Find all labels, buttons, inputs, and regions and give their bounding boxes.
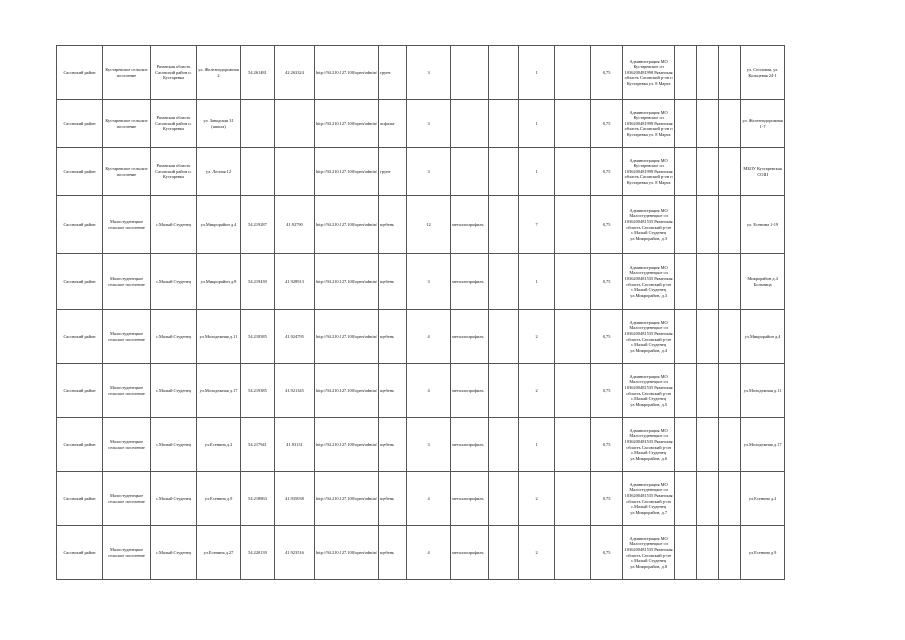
volume-cell: 0,75 bbox=[591, 46, 623, 100]
locality-cell: Рязанская область Сасовский район п. Кустаревка bbox=[151, 100, 197, 148]
cover-cell: металлопрофиль bbox=[451, 364, 489, 418]
sources-cell: ул.Молодежная д.17 bbox=[741, 418, 785, 472]
empty-cell bbox=[489, 526, 519, 580]
owner-cell: Администрация МО Малостуденецкое сп 1036200481535 Рязанская область Сасовский р-он с.Малый Студенец ул.Микрорайон, д.3 bbox=[623, 196, 675, 254]
empty-cell bbox=[697, 418, 719, 472]
containers-cell: 2 bbox=[519, 364, 555, 418]
longitude-cell: 41.924795 bbox=[275, 310, 315, 364]
street-cell: ул.Микрорайон д.8 bbox=[197, 254, 241, 310]
settlement-cell: Кустаревское сельское поселение bbox=[103, 100, 151, 148]
surface-cell: щебень bbox=[379, 196, 407, 254]
district-cell: Сасовский район bbox=[57, 526, 103, 580]
district-cell: Сасовский район bbox=[57, 196, 103, 254]
empty-cell bbox=[555, 418, 591, 472]
empty-cell bbox=[697, 254, 719, 310]
owner-cell: Администрация МО Кустаревское сп 1036200481998 Рязанская область Сасовский р-он п Кустаревка ул. 8 Марта bbox=[623, 100, 675, 148]
empty-cell bbox=[555, 364, 591, 418]
empty-cell bbox=[719, 254, 741, 310]
empty-cell bbox=[697, 196, 719, 254]
empty-cell bbox=[489, 418, 519, 472]
sources-cell: ул.Молодежная д.11 bbox=[741, 364, 785, 418]
empty-cell bbox=[489, 196, 519, 254]
empty-cell bbox=[555, 526, 591, 580]
settlement-cell: Кустаревское сельское поселение bbox=[103, 46, 151, 100]
link-cell: http://94.210.127.100/open/admin/ bbox=[315, 418, 379, 472]
empty-cell bbox=[697, 472, 719, 526]
empty-cell bbox=[697, 310, 719, 364]
containers-cell: 1 bbox=[519, 100, 555, 148]
surface-cell: щебень bbox=[379, 364, 407, 418]
empty-cell bbox=[489, 472, 519, 526]
containers-cell: 1 bbox=[519, 418, 555, 472]
area-cell: 4 bbox=[407, 364, 451, 418]
district-cell: Сасовский район bbox=[57, 100, 103, 148]
longitude-cell: 42.263324 bbox=[275, 46, 315, 100]
owner-cell: Администрация МО Малостуденецкое сп 1036200481535 Рязанская область Сасовский р-он с.Малый Студенец ул.Микрорайон, д.7 bbox=[623, 472, 675, 526]
surface-cell: щебень bbox=[379, 526, 407, 580]
district-cell: Сасовский район bbox=[57, 472, 103, 526]
locality-cell: Рязанская область Сасовский район п. Кустаревка bbox=[151, 148, 197, 196]
owner-cell: Администрация МО Малостуденецкое сп 1036200481535 Рязанская область Сасовский р-он с.Малый Студенец ул.Микрорайон, д.3 bbox=[623, 254, 675, 310]
cover-cell bbox=[451, 100, 489, 148]
area-cell: 3 bbox=[407, 46, 451, 100]
latitude-cell: 54.218385 bbox=[241, 310, 275, 364]
empty-cell bbox=[675, 418, 697, 472]
empty-cell bbox=[719, 418, 741, 472]
empty-cell bbox=[675, 148, 697, 196]
area-cell: 4 bbox=[407, 526, 451, 580]
surface-cell: асфальт bbox=[379, 100, 407, 148]
table-row bbox=[57, 100, 785, 148]
volume-cell: 0,75 bbox=[591, 254, 623, 310]
latitude-cell: 54.219439 bbox=[241, 254, 275, 310]
latitude-cell: 54.217941 bbox=[241, 418, 275, 472]
cover-cell: металлопрофиль bbox=[451, 472, 489, 526]
owner-cell: Администрация МО Малостуденецкое сп 1036200481535 Рязанская область Сасовский р-он с.Малый Студенец ул.Микрорайон, д.5 bbox=[623, 364, 675, 418]
empty-cell bbox=[719, 364, 741, 418]
empty-cell bbox=[489, 310, 519, 364]
longitude-cell bbox=[275, 100, 315, 148]
empty-cell bbox=[719, 100, 741, 148]
street-cell: ул. Лесная 12 bbox=[197, 148, 241, 196]
empty-cell bbox=[675, 46, 697, 100]
area-cell: 3 bbox=[407, 254, 451, 310]
table-row bbox=[57, 472, 785, 526]
containers-cell: 1 bbox=[519, 254, 555, 310]
sources-cell: ул. Железнодорожная 1-7 bbox=[741, 100, 785, 148]
longitude-cell: 41.923516 bbox=[275, 526, 315, 580]
table-row bbox=[57, 310, 785, 364]
volume-cell: 0,75 bbox=[591, 196, 623, 254]
area-cell: 3 bbox=[407, 148, 451, 196]
latitude-cell: 54.219385 bbox=[241, 364, 275, 418]
area-cell: 3 bbox=[407, 418, 451, 472]
locality-cell: с.Малый Студенец bbox=[151, 418, 197, 472]
street-cell: ул. Железнодорожная 2 bbox=[197, 46, 241, 100]
settlement-cell: Малостуденецкое сельское поселение bbox=[103, 364, 151, 418]
area-cell: 4 bbox=[407, 310, 451, 364]
owner-cell: Администрация МО Кустаревское сп 1036200481998 Рязанская область Сасовский р-он п Кустаревка ул. 8 Марта bbox=[623, 148, 675, 196]
empty-cell bbox=[555, 196, 591, 254]
cover-cell: металлопрофиль bbox=[451, 418, 489, 472]
settlement-cell: Малостуденецкое сельское поселение bbox=[103, 254, 151, 310]
empty-cell bbox=[555, 472, 591, 526]
volume-cell: 0,75 bbox=[591, 148, 623, 196]
empty-cell bbox=[675, 364, 697, 418]
empty-cell bbox=[675, 310, 697, 364]
volume-cell: 0,75 bbox=[591, 100, 623, 148]
waste-sites-table bbox=[56, 45, 785, 580]
empty-cell bbox=[675, 196, 697, 254]
table-row bbox=[57, 418, 785, 472]
locality-cell: Рязанская область Сасовский район п. Кустаревка bbox=[151, 46, 197, 100]
sources-cell: ул.Есенина д.2 bbox=[741, 472, 785, 526]
empty-cell bbox=[719, 526, 741, 580]
street-cell: ул.Молодежная д.11 bbox=[197, 310, 241, 364]
containers-cell: 2 bbox=[519, 526, 555, 580]
link-cell: http://94.210.127.100/open/admin/ bbox=[315, 364, 379, 418]
containers-cell: 1 bbox=[519, 46, 555, 100]
cover-cell: металлопрофиль bbox=[451, 196, 489, 254]
empty-cell bbox=[697, 148, 719, 196]
locality-cell: с.Малый Студенец bbox=[151, 472, 197, 526]
cover-cell: металлопрофиль bbox=[451, 526, 489, 580]
street-cell: ул.Микрорайон д.4 bbox=[197, 196, 241, 254]
surface-cell: грунт bbox=[379, 148, 407, 196]
containers-cell: 2 bbox=[519, 310, 555, 364]
sources-cell: МБОУ Кустаревская СОШ bbox=[741, 148, 785, 196]
table-row bbox=[57, 526, 785, 580]
cover-cell bbox=[451, 46, 489, 100]
empty-cell bbox=[675, 100, 697, 148]
longitude-cell: 41.93131 bbox=[275, 418, 315, 472]
empty-cell bbox=[719, 472, 741, 526]
empty-cell bbox=[555, 310, 591, 364]
longitude-cell: 41.935038 bbox=[275, 472, 315, 526]
longitude-cell: 41.928913 bbox=[275, 254, 315, 310]
sources-cell: Микрорайон д.4 Больница bbox=[741, 254, 785, 310]
latitude-cell bbox=[241, 100, 275, 148]
street-cell: ул.Молодежная д.17 bbox=[197, 364, 241, 418]
link-cell: http://94.210.127.100/open/admin/ bbox=[315, 472, 379, 526]
cover-cell: металлопрофиль bbox=[451, 254, 489, 310]
settlement-cell: Малостуденецкое сельское поселение bbox=[103, 196, 151, 254]
empty-cell bbox=[555, 46, 591, 100]
empty-cell bbox=[555, 148, 591, 196]
district-cell: Сасовский район bbox=[57, 364, 103, 418]
surface-cell: щебень bbox=[379, 472, 407, 526]
settlement-cell: Малостуденецкое сельское поселение bbox=[103, 310, 151, 364]
empty-cell bbox=[719, 310, 741, 364]
empty-cell bbox=[489, 254, 519, 310]
surface-cell: щебень bbox=[379, 418, 407, 472]
street-cell: ул.Есенина д.2 bbox=[197, 418, 241, 472]
settlement-cell: Малостуденецкое сельское поселение bbox=[103, 472, 151, 526]
empty-cell bbox=[697, 364, 719, 418]
locality-cell: с.Малый Студенец bbox=[151, 364, 197, 418]
sources-cell: ул.Есенина д.9 bbox=[741, 526, 785, 580]
sources-cell: ул. Есенина 1-19 bbox=[741, 196, 785, 254]
area-cell: 12 bbox=[407, 196, 451, 254]
district-cell: Сасовский район bbox=[57, 46, 103, 100]
link-cell: http://94.210.127.100/open/admin/ bbox=[315, 148, 379, 196]
empty-cell bbox=[697, 526, 719, 580]
link-cell: http://94.210.127.100/open/admin/ bbox=[315, 254, 379, 310]
surface-cell: щебень bbox=[379, 310, 407, 364]
street-cell: ул.Есенина д.9 bbox=[197, 472, 241, 526]
empty-cell bbox=[719, 196, 741, 254]
link-cell: http://94.210.127.100/open/admin/ bbox=[315, 100, 379, 148]
locality-cell: с.Малый Студенец bbox=[151, 310, 197, 364]
empty-cell bbox=[675, 254, 697, 310]
owner-cell: Администрация МО Малостуденецкое сп 1036200481535 Рязанская область Сасовский р-он с.Малый Студенец ул.Микрорайон, д.4 bbox=[623, 310, 675, 364]
containers-cell: 1 bbox=[519, 148, 555, 196]
empty-cell bbox=[675, 472, 697, 526]
latitude-cell bbox=[241, 148, 275, 196]
latitude-cell: 54.218863 bbox=[241, 472, 275, 526]
settlement-cell: Кустаревское сельское поселение bbox=[103, 148, 151, 196]
table-row bbox=[57, 196, 785, 254]
latitude-cell: 54.220139 bbox=[241, 526, 275, 580]
surface-cell: щебень bbox=[379, 254, 407, 310]
empty-cell bbox=[719, 46, 741, 100]
table-row bbox=[57, 46, 785, 100]
empty-cell bbox=[675, 526, 697, 580]
table-row bbox=[57, 254, 785, 310]
volume-cell: 0,75 bbox=[591, 364, 623, 418]
link-cell: http://94.210.127.100/open/admin/ bbox=[315, 196, 379, 254]
surface-cell: грунт bbox=[379, 46, 407, 100]
street-cell: ул.Есенина д.27 bbox=[197, 526, 241, 580]
area-cell: 3 bbox=[407, 100, 451, 148]
link-cell: http://94.210.127.100/open/admin/ bbox=[315, 46, 379, 100]
empty-cell bbox=[697, 46, 719, 100]
containers-cell: 2 bbox=[519, 472, 555, 526]
owner-cell: Администрация МО Кустаревское сп 1036200481998 Рязанская область Сасовский р-он п Кустаревка ул. 8 Марта bbox=[623, 46, 675, 100]
empty-cell bbox=[489, 100, 519, 148]
empty-cell bbox=[489, 148, 519, 196]
district-cell: Сасовский район bbox=[57, 254, 103, 310]
longitude-cell bbox=[275, 148, 315, 196]
document-sheet bbox=[56, 45, 785, 580]
containers-cell: 7 bbox=[519, 196, 555, 254]
volume-cell: 0,75 bbox=[591, 418, 623, 472]
latitude-cell: 54.261481 bbox=[241, 46, 275, 100]
district-cell: Сасовский район bbox=[57, 310, 103, 364]
empty-cell bbox=[555, 254, 591, 310]
table-row bbox=[57, 148, 785, 196]
empty-cell bbox=[489, 46, 519, 100]
link-cell: http://94.210.127.100/open/admin/ bbox=[315, 310, 379, 364]
district-cell: Сасовский район bbox=[57, 148, 103, 196]
settlement-cell: Малостуденецкое сельское поселение bbox=[103, 526, 151, 580]
cover-cell: металлопрофиль bbox=[451, 310, 489, 364]
empty-cell bbox=[555, 100, 591, 148]
locality-cell: с.Малый Студенец bbox=[151, 526, 197, 580]
volume-cell: 0,75 bbox=[591, 526, 623, 580]
longitude-cell: 41.921345 bbox=[275, 364, 315, 418]
link-cell: http://94.210.127.100/open/admin/ bbox=[315, 526, 379, 580]
street-cell: ул. Заводская 31 (школа) bbox=[197, 100, 241, 148]
table-body bbox=[57, 46, 785, 580]
volume-cell: 0,75 bbox=[591, 310, 623, 364]
owner-cell: Администрация МО Малостуденецкое сп 1036200481535 Рязанская область Сасовский р-он с.Малый Студенец ул.Микрорайон, д.6 bbox=[623, 418, 675, 472]
sources-cell: ул.Микрорайон д.4 bbox=[741, 310, 785, 364]
locality-cell: с.Малый Студенец bbox=[151, 254, 197, 310]
latitude-cell: 54.219287 bbox=[241, 196, 275, 254]
locality-cell: с.Малый Студенец bbox=[151, 196, 197, 254]
empty-cell bbox=[719, 148, 741, 196]
area-cell: 4 bbox=[407, 472, 451, 526]
empty-cell bbox=[489, 364, 519, 418]
volume-cell: 0,75 bbox=[591, 472, 623, 526]
empty-cell bbox=[697, 100, 719, 148]
owner-cell: Администрация МО Малостуденецкое сп 1036200481535 Рязанская область Сасовский р-он с.Малый Студенец ул.Микрорайон, д.8 bbox=[623, 526, 675, 580]
settlement-cell: Малостуденецкое сельское поселение bbox=[103, 418, 151, 472]
table-row bbox=[57, 364, 785, 418]
longitude-cell: 41.92790 bbox=[275, 196, 315, 254]
district-cell: Сасовский район bbox=[57, 418, 103, 472]
cover-cell bbox=[451, 148, 489, 196]
sources-cell: ул. Сосновая, ул. Кольцевая 24-1 bbox=[741, 46, 785, 100]
